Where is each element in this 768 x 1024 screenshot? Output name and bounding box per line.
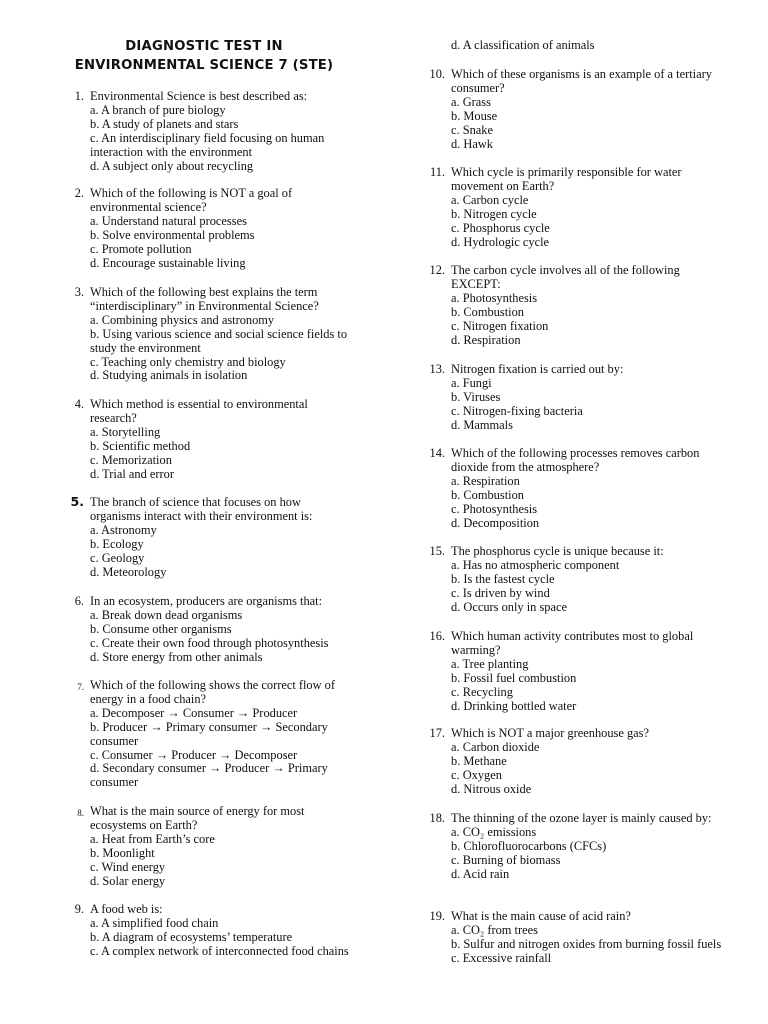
option-a: a. Has no atmospheric component: [451, 557, 620, 572]
question-number: 10.: [429, 67, 445, 81]
option-d: d. Decomposition: [451, 515, 540, 530]
option-d: d. Solar energy: [90, 873, 166, 888]
question-stem: The branch of science that focuses on how organisms interact with their environment is:: [90, 495, 313, 523]
option-c: c. Nitrogen-fixing bacteria: [451, 403, 583, 418]
question-5: [68, 496, 368, 579]
question-9: [68, 903, 368, 959]
option-c: c. Consumer → Producer → Decomposer: [90, 747, 298, 762]
option-a: a. CO₂ from trees: [451, 922, 538, 937]
option-b: b. Using various science and social science fields to study the environment: [90, 326, 348, 355]
option-b: b. Fossil fuel combustion: [451, 670, 577, 685]
question-12: [429, 264, 729, 347]
question-number: 13.: [429, 362, 445, 376]
option-d: d. Secondary consumer → Producer → Primary consumer: [90, 761, 328, 790]
question-15: [429, 545, 729, 615]
option-a: a. Heat from Earth’s core: [90, 831, 215, 846]
option-b: b. Viruses: [451, 389, 501, 404]
option-a: a. Astronomy: [90, 522, 157, 537]
question-stem: In an ecosystem, producers are organisms that:: [90, 594, 323, 608]
question-number: 16.: [429, 629, 445, 643]
option-b: b. Consume other organisms: [90, 621, 232, 636]
option-d: d. Hawk: [451, 136, 493, 151]
option-a: a. Carbon cycle: [451, 192, 529, 207]
question-3: [68, 286, 368, 383]
question-stem: The carbon cycle involves all of the following EXCEPT:: [451, 263, 680, 291]
question-number: 3.: [74, 285, 84, 299]
option-c: c. Oxygen: [451, 767, 502, 782]
question-8: [68, 805, 368, 888]
option-c: c. Photosynthesis: [451, 501, 538, 516]
question-19: [429, 910, 729, 966]
title-line-1: DIAGNOSTIC TEST IN: [125, 39, 283, 54]
option-c: c. A complex network of interconnected food chains: [90, 943, 349, 958]
option-c: c. Geology: [90, 550, 145, 565]
question-number: 17.: [429, 726, 445, 740]
option-b: b. A diagram of ecosystems’ temperature: [90, 929, 293, 944]
option-b: b. Producer → Primary consumer → Secondary consumer: [90, 719, 328, 748]
option-b: b. Mouse: [451, 108, 498, 123]
option-b: b. Chlorofluorocarbons (CFCs): [451, 838, 607, 853]
option-b: b. Solve environmental problems: [90, 227, 255, 242]
question-number: 11.: [429, 165, 445, 179]
option-c: c. Promote pollution: [90, 241, 192, 256]
question-17: [429, 727, 729, 797]
question-stem: A food web is:: [90, 902, 163, 916]
question-stem: Which cycle is primarily responsible for water movement on Earth?: [451, 165, 682, 193]
option-d: d. Nitrous oxide: [451, 781, 532, 796]
question-number: 15.: [429, 544, 445, 558]
option-a: a. Carbon dioxide: [451, 739, 540, 754]
option-a: a. Respiration: [451, 473, 520, 488]
question-number: 1.: [74, 89, 84, 103]
option-a: a. Break down dead organisms: [90, 607, 243, 622]
option-c: c. Create their own food through photosynthesis: [90, 635, 329, 650]
option-a: a. Photosynthesis: [451, 290, 538, 305]
option-d: d. Acid rain: [451, 866, 510, 881]
option-c: c. An interdisciplinary field focusing on human interaction with the environment: [90, 130, 325, 159]
question-number: 7.: [77, 682, 84, 692]
option-d: d. Hydrologic cycle: [451, 234, 550, 249]
question-stem: What is the main source of energy for most ecosystems on Earth?: [90, 804, 305, 832]
question-number: 5.: [70, 494, 84, 509]
question-10: [429, 68, 729, 151]
question-number: 2.: [74, 186, 84, 200]
option-a: a. CO₂ emissions: [451, 824, 537, 839]
option-d: d. Trial and error: [90, 466, 174, 481]
option-b: b. Nitrogen cycle: [451, 206, 537, 221]
question-stem: Nitrogen fixation is carried out by:: [451, 362, 624, 376]
option-b: b. Combustion: [451, 304, 524, 319]
question-13: [429, 363, 729, 433]
option-c: c. Memorization: [90, 452, 172, 467]
question-number: 9.: [74, 902, 84, 916]
option-a: a. Grass: [451, 94, 491, 109]
option-d: d. Occurs only in space: [451, 599, 567, 614]
question-number: 19.: [429, 909, 445, 923]
question-stem: The phosphorus cycle is unique because it:: [451, 544, 664, 558]
option-b: b. Ecology: [90, 536, 144, 551]
option-c: c. Is driven by wind: [451, 585, 550, 600]
option-d: d. Mammals: [451, 417, 513, 432]
option-d: d. Respiration: [451, 332, 521, 347]
question-18: [429, 812, 729, 882]
question-stem: Which of the following shows the correct flow of energy in a food chain?: [90, 678, 335, 706]
option-a: a. A simplified food chain: [90, 915, 219, 930]
option-b: b. A study of planets and stars: [90, 116, 239, 131]
question-number: 12.: [429, 263, 445, 277]
option-b: b. Is the fastest cycle: [451, 571, 555, 586]
question-16: [429, 630, 729, 713]
question-11: [429, 166, 729, 249]
option-d: d. A subject only about recycling: [90, 158, 254, 173]
option-c: c. Nitrogen fixation: [451, 318, 549, 333]
option-c: c. Wind energy: [90, 859, 166, 874]
question-stem: Which of the following processes removes carbon dioxide from the atmosphere?: [451, 446, 700, 474]
option-c: c. Phosphorus cycle: [451, 220, 550, 235]
option-c: c. Excessive rainfall: [451, 950, 552, 965]
option-c: c. Snake: [451, 122, 493, 137]
option-c: c. Teaching only chemistry and biology: [90, 354, 286, 369]
option-a: a. Tree planting: [451, 656, 529, 671]
option-b: b. Methane: [451, 753, 507, 768]
option-c: c. Burning of biomass: [451, 852, 561, 867]
question-14: [429, 447, 729, 530]
question-stem: Which human activity contributes most to global warming?: [451, 629, 694, 657]
question-stem: Environmental Science is best described as:: [90, 89, 308, 103]
question-number: 8.: [77, 808, 84, 818]
option-a: a. Storytelling: [90, 424, 161, 439]
question-4: [68, 398, 368, 481]
question-6: [68, 595, 368, 665]
question-number: 18.: [429, 811, 445, 825]
question-7: [68, 679, 368, 790]
question-stem: What is the main cause of acid rain?: [451, 909, 631, 923]
question-number: 4.: [74, 397, 84, 411]
option-d: d. Meteorology: [90, 564, 167, 579]
option-d: d. A classification of animals: [451, 38, 595, 52]
question-9-continued: [429, 39, 729, 53]
option-b: b. Sulfur and nitrogen oxides from burning fossil fuels: [451, 936, 722, 951]
question-2: [68, 187, 358, 270]
option-a: a. Understand natural processes: [90, 213, 247, 228]
option-d: d. Encourage sustainable living: [90, 255, 246, 270]
option-d: d. Drinking bottled water: [451, 698, 577, 713]
question-stem: Which of these organisms is an example of a tertiary consumer?: [451, 67, 712, 95]
option-d: d. Studying animals in isolation: [90, 368, 248, 383]
option-b: b. Combustion: [451, 487, 524, 502]
option-a: a. Combining physics and astronomy: [90, 312, 275, 327]
question-stem: Which of the following is NOT a goal of environmental science?: [90, 186, 293, 214]
question-number: 6.: [74, 594, 84, 608]
document-title: [46, 38, 362, 75]
option-b: b. Moonlight: [90, 845, 155, 860]
option-a: a. Decomposer → Consumer → Producer: [90, 705, 298, 720]
option-a: a. A branch of pure biology: [90, 102, 226, 117]
option-d: d. Store energy from other animals: [90, 649, 263, 664]
question-1: [68, 90, 368, 173]
question-number: 14.: [429, 446, 445, 460]
question-stem: The thinning of the ozone layer is mainly caused by:: [451, 811, 712, 825]
option-b: b. Scientific method: [90, 438, 191, 453]
question-stem: Which of the following best explains the term “interdisciplinary” in Environmental Science?: [90, 285, 319, 313]
question-stem: Which is NOT a major greenhouse gas?: [451, 726, 649, 740]
title-line-2: ENVIRONMENTAL SCIENCE 7 (STE): [74, 57, 334, 73]
option-a: a. Fungi: [451, 375, 492, 390]
question-stem: Which method is essential to environmental research?: [90, 397, 308, 425]
option-c: c. Recycling: [451, 684, 513, 699]
